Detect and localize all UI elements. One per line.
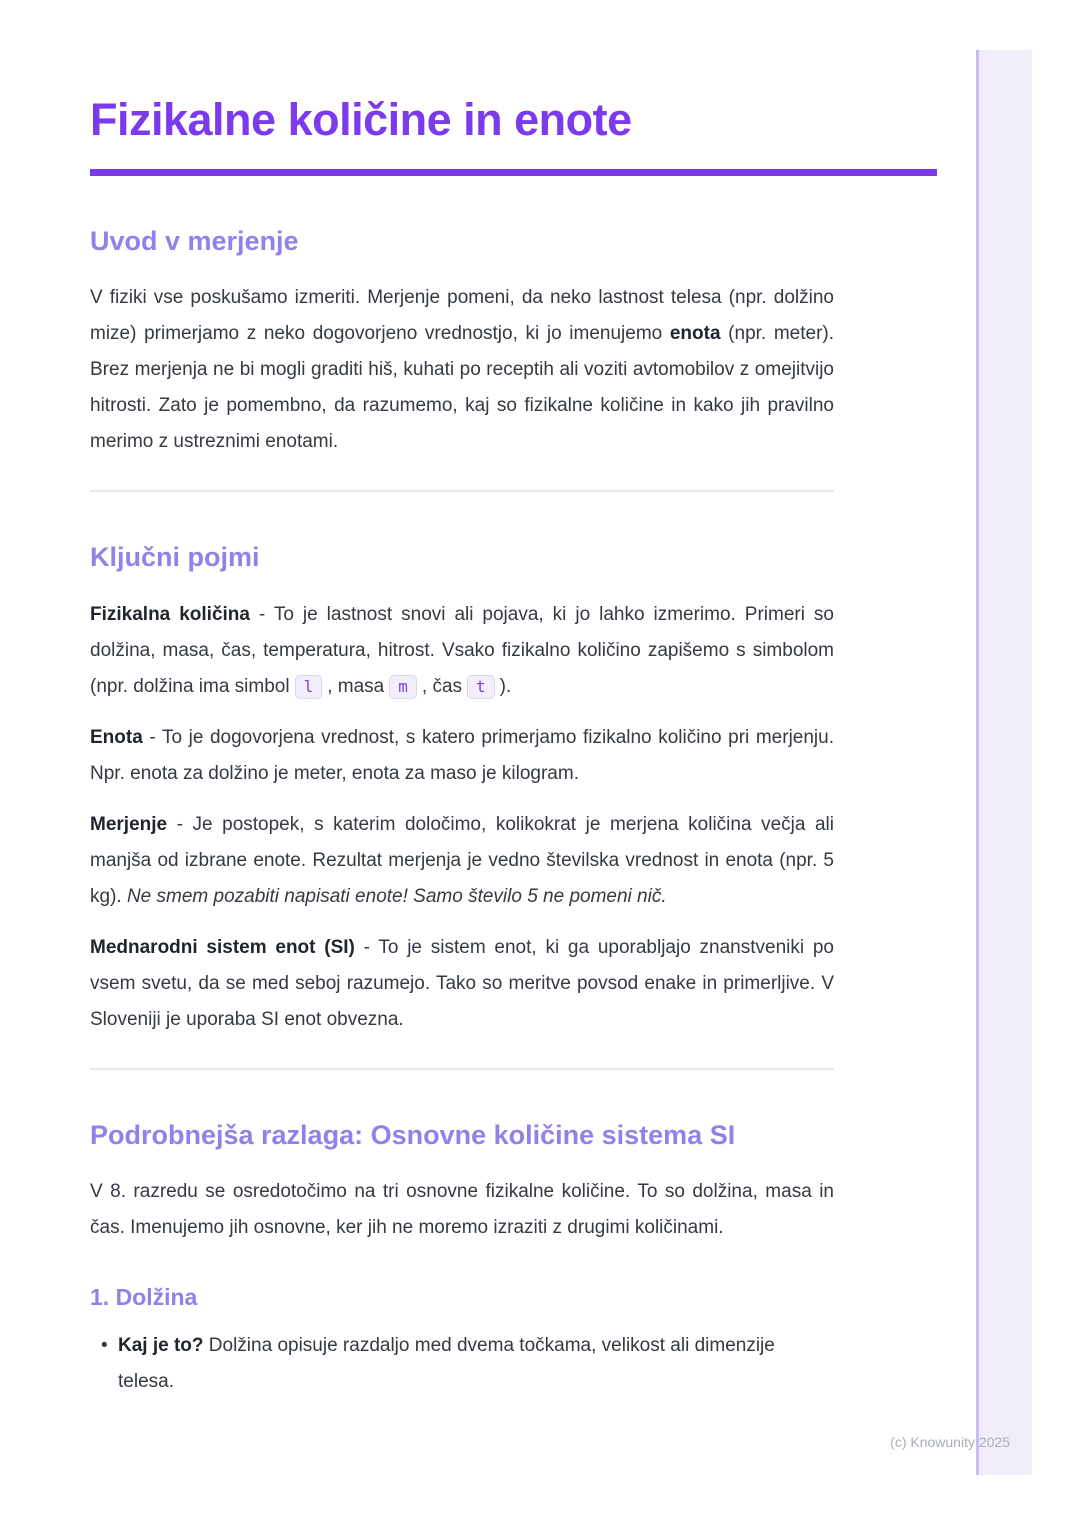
- copyright-watermark: (c) Knowunity 2025: [890, 1434, 1010, 1450]
- symbol-code-t: t: [467, 675, 495, 699]
- dolzina-bullet-list: [90, 1328, 834, 1400]
- definition-text: , masa: [327, 675, 385, 697]
- document-page: [90, 0, 940, 1400]
- intro-text-start: V fiziki vse poskušamo izmeriti. Merjenje pomeni, da neko lastnost telesa (npr. dolžino mize) primerjamo z neko dogovorjeno vrednostjo, ki jo imenujemo: [90, 287, 834, 345]
- definition-text: - To je dogovorjena vrednost, s katero primerjamo fizikalno količino pri merjenju. Npr. enota za dolžino je meter, enota za maso je kilogram.: [90, 726, 834, 784]
- page-title: Fizikalne količine in enote: [90, 94, 632, 145]
- podrobnejsa-paragraph: V 8. razredu se osredotočimo na tri osnovne fizikalne količine. To so dolžina, masa in čas. Imenujemo jih osnovne, ker jih ne moremo izraziti z drugimi količinami.: [90, 1180, 834, 1238]
- section-heading-podrobnejsa: Podrobnejša razlaga: Osnovne količine sistema SI: [90, 1119, 736, 1150]
- section-heading-uvod: Uvod v merjenje: [90, 225, 299, 256]
- section-divider-2: [90, 1068, 834, 1070]
- title-underline: [90, 169, 937, 176]
- symbol-code-m: m: [389, 675, 417, 699]
- definition-fizikalna-kolicina: [90, 597, 834, 705]
- term-merjenje: Merjenje: [90, 813, 168, 835]
- definition-text: , čas: [421, 675, 463, 697]
- list-item: [90, 1328, 834, 1400]
- definition-text: - To je sistem enot, ki ga uporabljajo znanstveniki po vsem svetu, da se med seboj razumejo. Tako so meritve povsod enake in primerljive. V Sloveniji je uporaba SI enot obvezna.: [90, 936, 834, 1030]
- next-page-preview-panel: [976, 50, 1032, 1475]
- sub-heading-dolzina: 1. Dolžina: [90, 1283, 198, 1310]
- definition-text: ).: [499, 675, 512, 697]
- bullet-icon: •: [101, 1334, 108, 1356]
- term-enota: Enota: [90, 726, 143, 748]
- bullet-text: Dolžina opisuje razdaljo med dvema točkama, velikost ali dimenzije telesa.: [118, 1334, 775, 1392]
- term-si-sistem: Mednarodni sistem enot (SI): [90, 936, 355, 958]
- section-divider-1: [90, 490, 834, 492]
- definition-text: - Je postopek, s katerim določimo, kolikokrat je merjena količina večja ali manjša od izbrane enote. Rezultat merjenja je vedno številska vrednost in enota (npr. 5 kg).: [90, 813, 834, 907]
- definition-enota: [90, 720, 834, 792]
- definition-merjenje: [90, 807, 834, 915]
- bold-enota: enota: [669, 323, 721, 345]
- document-body: [90, 225, 834, 1400]
- term-fizikalna-kolicina: Fizikalna količina: [90, 603, 250, 625]
- symbol-code-l: l: [295, 675, 323, 699]
- intro-text-end: (npr. meter). Brez merjenja ne bi mogli graditi hiš, kuhati po receptih ali voziti avtomobilov z omejitvijo hitrosti. Zato je pomembno, da razumemo, kaj so fizikalne količine in kako jih pravilno merimo z ustreznimi enotami.: [90, 323, 835, 453]
- definition-si-sistem: [90, 930, 834, 1038]
- section-heading-kljucni-pojmi: Ključni pojmi: [90, 542, 260, 573]
- definition-text: - To je lastnost snovi ali pojava, ki jo lahko izmerimo. Primeri so dolžina, masa, čas, temperatura, hitrost. Vsako fizikalno količino zapišemo s simbolom (npr. dolžina ima simbol: [90, 603, 834, 697]
- italic-warning-note: Ne smem pozabiti napisati enote! Samo število 5 ne pomeni nič.: [126, 885, 667, 907]
- bullet-lead-bold: Kaj je to?: [118, 1334, 204, 1356]
- intro-paragraph: [90, 280, 834, 460]
